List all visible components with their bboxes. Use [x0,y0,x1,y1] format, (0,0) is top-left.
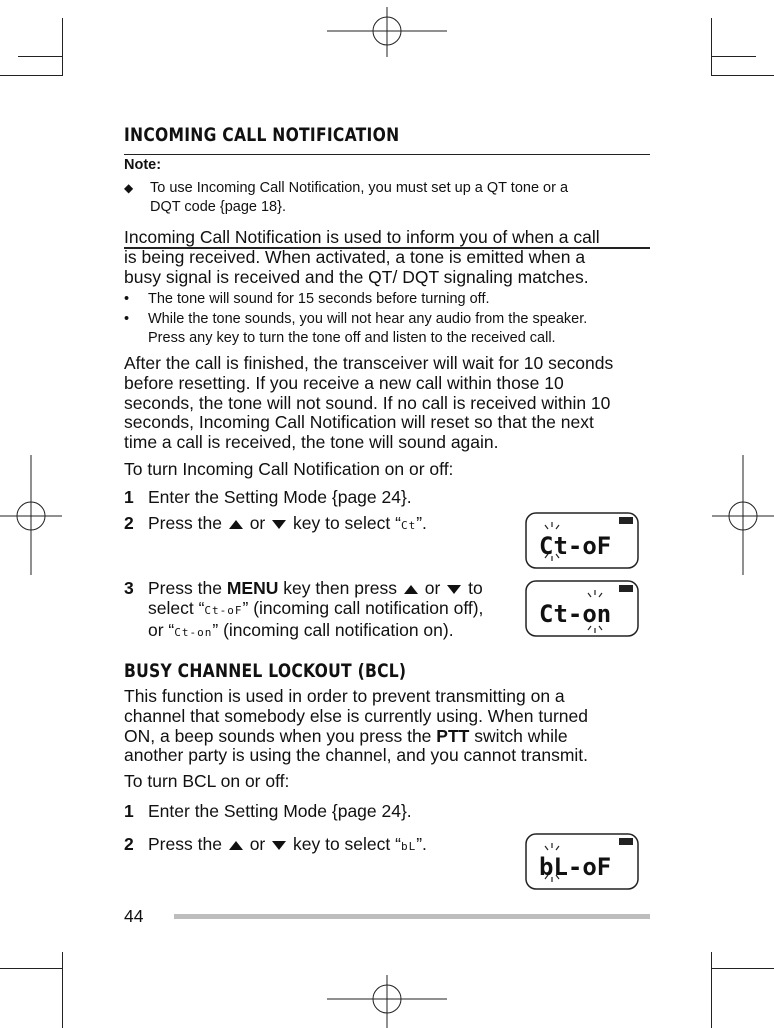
note-text-line1: To use Incoming Call Notification, you must set up a QT tone or a [150,180,569,196]
registration-mark-right [712,455,774,575]
page-number: 44 [124,906,144,926]
battery-icon [619,517,633,524]
note-text-line2: DQT code {page 18}. [150,199,286,215]
svg-text:Ct-oF: Ct-oF [539,532,612,560]
diamond-bullet-icon: ◆ [124,181,134,195]
up-arrow-icon [229,841,243,850]
down-arrow-icon [272,841,286,850]
lcd-display-ct-on [525,578,639,638]
paragraph-to-turn: To turn Incoming Call Notification on or off: [124,459,454,479]
footer-bar [174,914,650,919]
paragraph-bcl-to-turn: To turn BCL on or off: [124,771,290,791]
lcd-display-bl-off [525,831,639,891]
svg-text:bL-oF: bL-oF [539,853,612,881]
paragraph-bcl-intro: This function is used in order to prevent transmitting on a channel that somebody else is currently using. When turned ON, a beep sounds when you press the PTT switch while another party is using the channel, and you cannot transmit. [124,686,589,766]
svg-text:Ct-on: Ct-on [539,600,612,628]
battery-icon [619,838,633,845]
battery-icon [619,585,633,592]
down-arrow-icon [447,585,461,594]
registration-mark-left [0,455,62,575]
paragraph-intro: Incoming Call Notification is used to inform you of when a call is being received. When activated, a tone is emitted when a busy signal is received and the QT/ DQT signaling matches. [124,227,600,287]
paragraph-after-call: After the call is finished, the transceiver will wait for 10 seconds before resetting. If you receive a new call within those 10 seconds, the tone will not sound. If no call is received within 10 seconds, Incoming Call Notification will reset so that the next time a call is received, the tone will sound again. [124,353,614,453]
registration-mark-bottom [327,975,447,1028]
up-arrow-icon [404,585,418,594]
lcd-display-ct-off [525,510,639,570]
down-arrow-icon [272,520,286,529]
section-heading-bcl: BUSY CHANNEL LOCKOUT (BCL) [124,660,407,682]
section-heading-incoming-call: INCOMING CALL NOTIFICATION [124,124,400,146]
display-code: Ct [400,519,417,532]
registration-mark-top [327,7,447,57]
up-arrow-icon [229,520,243,529]
note-label: Note: [124,157,162,173]
